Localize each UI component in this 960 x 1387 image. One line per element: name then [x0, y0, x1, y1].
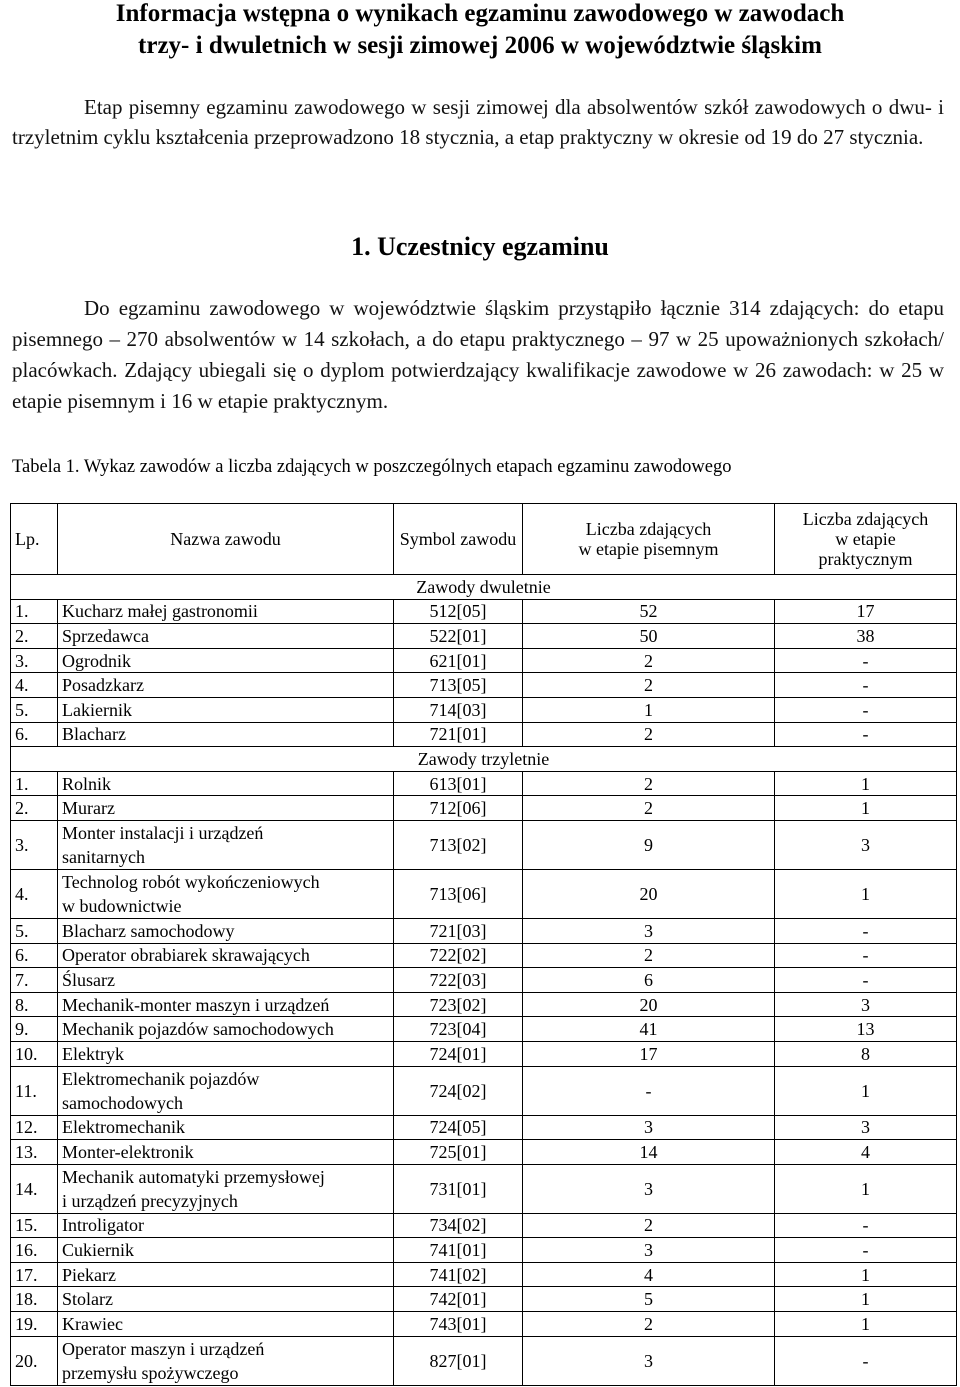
row-written-count: 4	[523, 1262, 775, 1287]
row-written-count: 1	[523, 697, 775, 722]
row-symbol: 724[05]	[394, 1115, 523, 1140]
row-lp: 8.	[11, 992, 58, 1017]
row-written-count: 3	[523, 1115, 775, 1140]
table-row	[11, 1140, 957, 1165]
row-profession-name-line: Posadzkarz	[62, 675, 144, 696]
row-practical-count: -	[775, 673, 957, 698]
row-profession-name-line: Elektromechanik	[62, 1117, 185, 1138]
row-practical-count: 17	[775, 599, 957, 624]
row-profession-name-line: samochodowych	[62, 1092, 183, 1113]
row-lp: 3.	[11, 820, 58, 869]
row-written-count: 2	[523, 648, 775, 673]
table-row	[11, 1041, 957, 1066]
row-symbol: 714[03]	[394, 697, 523, 722]
row-lp: 5.	[11, 918, 58, 943]
table-row	[11, 943, 957, 968]
row-symbol: 743[01]	[394, 1312, 523, 1337]
row-profession-name	[58, 1041, 394, 1066]
row-profession-name	[58, 1262, 394, 1287]
row-symbol: 741[01]	[394, 1238, 523, 1263]
table-row	[11, 1312, 957, 1337]
row-profession-name	[58, 673, 394, 698]
row-profession-name	[58, 648, 394, 673]
row-profession-name-line: Cukiernik	[62, 1240, 134, 1261]
header-practical-line-3: praktycznym	[818, 549, 913, 569]
row-profession-name-line: Stolarz	[62, 1289, 113, 1310]
row-profession-name-line: Mechanik pojazdów samochodowych	[62, 1019, 334, 1040]
row-practical-count: 1	[775, 869, 957, 918]
row-symbol: 741[02]	[394, 1262, 523, 1287]
row-practical-count: -	[775, 1213, 957, 1238]
table-body	[11, 575, 957, 1386]
group-label: Zawody dwuletnie	[11, 575, 957, 600]
row-lp: 17.	[11, 1262, 58, 1287]
row-written-count: 41	[523, 1017, 775, 1042]
document-title	[0, 0, 960, 62]
row-practical-count: -	[775, 968, 957, 993]
row-profession-name	[58, 624, 394, 649]
row-profession-name	[58, 1140, 394, 1165]
row-symbol: 734[02]	[394, 1213, 523, 1238]
table-row	[11, 796, 957, 821]
table-row	[11, 648, 957, 673]
row-lp: 1.	[11, 771, 58, 796]
row-profession-name-line: i urządzeń precyzyjnych	[62, 1190, 238, 1211]
table-row	[11, 1287, 957, 1312]
row-profession-name-line: w budownictwie	[62, 895, 182, 916]
header-written-line-1: Liczba zdających	[585, 519, 712, 539]
row-profession-name-line: Ślusarz	[62, 969, 115, 990]
row-profession-name	[58, 820, 394, 869]
header-lp: Lp.	[11, 504, 58, 575]
header-practical-line-1: Liczba zdających	[802, 509, 929, 529]
row-practical-count: 38	[775, 624, 957, 649]
row-profession-name	[58, 771, 394, 796]
row-practical-count: -	[775, 648, 957, 673]
row-symbol: 613[01]	[394, 771, 523, 796]
table-row	[11, 624, 957, 649]
row-written-count: 2	[523, 1312, 775, 1337]
row-practical-count: -	[775, 918, 957, 943]
row-profession-name-line: Rolnik	[62, 773, 112, 794]
row-lp: 19.	[11, 1312, 58, 1337]
row-profession-name-line: Murarz	[62, 798, 115, 819]
row-written-count: 2	[523, 796, 775, 821]
table-row	[11, 918, 957, 943]
header-practical-line-2: w etapie	[835, 529, 896, 549]
row-lp: 16.	[11, 1238, 58, 1263]
table-row	[11, 1213, 957, 1238]
row-lp: 2.	[11, 796, 58, 821]
row-written-count: 2	[523, 722, 775, 747]
row-profession-name-line: Operator obrabiarek skrawających	[62, 945, 310, 966]
row-symbol: 522[01]	[394, 624, 523, 649]
row-profession-name	[58, 796, 394, 821]
table-row	[11, 1262, 957, 1287]
row-symbol: 723[02]	[394, 992, 523, 1017]
row-lp: 6.	[11, 722, 58, 747]
row-symbol: 712[06]	[394, 796, 523, 821]
row-lp: 13.	[11, 1140, 58, 1165]
title-line-2: trzy- i dwuletnich w sesji zimowej 2006 w województwie śląskim	[138, 32, 822, 59]
row-written-count: 3	[523, 1336, 775, 1385]
row-written-count: 17	[523, 1041, 775, 1066]
row-practical-count: -	[775, 943, 957, 968]
table-row	[11, 673, 957, 698]
row-profession-name	[58, 697, 394, 722]
row-practical-count: 3	[775, 992, 957, 1017]
table-row	[11, 992, 957, 1017]
row-symbol: 713[06]	[394, 869, 523, 918]
header-name: Nazwa zawodu	[58, 504, 394, 575]
row-written-count: 3	[523, 918, 775, 943]
row-profession-name	[58, 1336, 394, 1385]
row-practical-count: 1	[775, 1262, 957, 1287]
header-written-line-2: w etapie pisemnym	[578, 539, 719, 559]
row-profession-name-line: Kucharz małej gastronomii	[62, 601, 258, 622]
row-profession-name-line: Monter-elektronik	[62, 1141, 194, 1162]
row-practical-count: 1	[775, 796, 957, 821]
row-profession-name	[58, 992, 394, 1017]
title-line-1: Informacja wstępna o wynikach egzaminu zawodowego w zawodach	[115, 0, 845, 27]
row-written-count: 3	[523, 1238, 775, 1263]
table-row	[11, 1017, 957, 1042]
row-symbol: 827[01]	[394, 1336, 523, 1385]
row-profession-name	[58, 869, 394, 918]
group-row	[11, 747, 957, 772]
row-written-count: 2	[523, 673, 775, 698]
row-written-count: 9	[523, 820, 775, 869]
table-row	[11, 771, 957, 796]
row-practical-count: -	[775, 697, 957, 722]
row-lp: 18.	[11, 1287, 58, 1312]
table-row	[11, 968, 957, 993]
row-practical-count: 3	[775, 1115, 957, 1140]
row-profession-name-line: Blacharz samochodowy	[62, 920, 235, 941]
table-row	[11, 869, 957, 918]
row-symbol: 721[03]	[394, 918, 523, 943]
row-profession-name	[58, 1287, 394, 1312]
table-row	[11, 722, 957, 747]
row-profession-name-line: Ogrodnik	[62, 650, 131, 671]
row-profession-name-line: sanitarnych	[62, 846, 145, 867]
row-symbol: 621[01]	[394, 648, 523, 673]
row-written-count: 20	[523, 992, 775, 1017]
row-lp: 6.	[11, 943, 58, 968]
row-profession-name-line: Sprzedawca	[62, 625, 149, 646]
row-profession-name-line: Operator maszyn i urządzeń	[62, 1338, 265, 1359]
row-practical-count: 3	[775, 820, 957, 869]
row-practical-count: 4	[775, 1140, 957, 1165]
header-practical	[775, 504, 957, 575]
row-profession-name-line: Introligator	[62, 1215, 144, 1236]
group-row	[11, 575, 957, 600]
table-row	[11, 1336, 957, 1385]
row-symbol: 723[04]	[394, 1017, 523, 1042]
row-written-count: 50	[523, 624, 775, 649]
row-profession-name-line: Elektryk	[62, 1043, 124, 1064]
row-practical-count: -	[775, 1336, 957, 1385]
row-symbol: 721[01]	[394, 722, 523, 747]
row-lp: 12.	[11, 1115, 58, 1140]
row-lp: 14.	[11, 1164, 58, 1213]
row-profession-name	[58, 1213, 394, 1238]
row-profession-name-line: Krawiec	[62, 1313, 123, 1334]
row-profession-name-line: Technolog robót wykończeniowych	[62, 871, 320, 892]
row-practical-count: 13	[775, 1017, 957, 1042]
row-profession-name	[58, 1066, 394, 1115]
row-lp: 2.	[11, 624, 58, 649]
row-profession-name-line: Mechanik-monter maszyn i urządzeń	[62, 994, 330, 1015]
row-symbol: 512[05]	[394, 599, 523, 624]
professions-table	[10, 503, 957, 1386]
row-lp: 4.	[11, 869, 58, 918]
row-written-count: -	[523, 1066, 775, 1115]
row-lp: 4.	[11, 673, 58, 698]
row-lp: 20.	[11, 1336, 58, 1385]
row-lp: 11.	[11, 1066, 58, 1115]
row-practical-count: 1	[775, 1164, 957, 1213]
row-written-count: 5	[523, 1287, 775, 1312]
row-written-count: 3	[523, 1164, 775, 1213]
row-lp: 15.	[11, 1213, 58, 1238]
row-profession-name-line: Mechanik automatyki przemysłowej	[62, 1166, 325, 1187]
row-profession-name	[58, 1164, 394, 1213]
group-label: Zawody trzyletnie	[11, 747, 957, 772]
table-row	[11, 599, 957, 624]
row-symbol: 724[01]	[394, 1041, 523, 1066]
row-lp: 9.	[11, 1017, 58, 1042]
table-row	[11, 1238, 957, 1263]
row-practical-count: 1	[775, 771, 957, 796]
table-row	[11, 1066, 957, 1115]
table-row	[11, 1164, 957, 1213]
row-symbol: 722[02]	[394, 943, 523, 968]
row-profession-name	[58, 968, 394, 993]
row-profession-name	[58, 1312, 394, 1337]
header-symbol: Symbol zawodu	[394, 504, 523, 575]
row-practical-count: -	[775, 1238, 957, 1263]
table-row	[11, 1115, 957, 1140]
table-caption: Tabela 1. Wykaz zawodów a liczba zdających w poszczególnych etapach egzaminu zawodowego	[12, 457, 732, 477]
row-profession-name	[58, 722, 394, 747]
section-paragraph: Do egzaminu zawodowego w województwie śląskim przystąpiło łącznie 314 zdających: do etapu pisemnego – 270 absolwentów w 14 szkołach, a do etapu praktycznego – 97 w 25 upoważnionych szkołach/ placówkach. Zdający ubiegali się o dyplom potwierdzający kwalifikacje zawodowe w 26 zawodach: w 25 w etapie pisemnym i 16 w etapie praktycznym.	[12, 296, 944, 413]
intro-paragraph: Etap pisemny egzaminu zawodowego w sesji zimowej dla absolwentów szkół zawodowych o dwu- i trzyletnim cyklu kształcenia przeprowadzono 18 stycznia, a etap praktyczny w okresie od 19 do 27 stycznia.	[12, 95, 944, 149]
row-practical-count: -	[775, 722, 957, 747]
row-lp: 5.	[11, 697, 58, 722]
row-profession-name	[58, 918, 394, 943]
row-practical-count: 8	[775, 1041, 957, 1066]
row-lp: 3.	[11, 648, 58, 673]
row-profession-name-line: Blacharz	[62, 724, 126, 745]
section-heading: 1. Uczestnicy egzaminu	[351, 232, 609, 261]
header-written	[523, 504, 775, 575]
row-lp: 10.	[11, 1041, 58, 1066]
row-lp: 1.	[11, 599, 58, 624]
row-lp: 7.	[11, 968, 58, 993]
row-symbol: 742[01]	[394, 1287, 523, 1312]
row-profession-name	[58, 599, 394, 624]
row-profession-name-line: Monter instalacji i urządzeń	[62, 822, 264, 843]
table-row	[11, 820, 957, 869]
row-written-count: 2	[523, 1213, 775, 1238]
row-profession-name-line: Lakiernik	[62, 699, 132, 720]
row-symbol: 713[05]	[394, 673, 523, 698]
row-written-count: 6	[523, 968, 775, 993]
row-written-count: 14	[523, 1140, 775, 1165]
row-practical-count: 1	[775, 1287, 957, 1312]
row-symbol: 713[02]	[394, 820, 523, 869]
row-practical-count: 1	[775, 1312, 957, 1337]
row-symbol: 722[03]	[394, 968, 523, 993]
row-profession-name-line: Elektromechanik pojazdów	[62, 1068, 260, 1089]
table-row	[11, 697, 957, 722]
row-symbol: 724[02]	[394, 1066, 523, 1115]
row-practical-count: 1	[775, 1066, 957, 1115]
table-header-row	[11, 504, 957, 575]
row-written-count: 20	[523, 869, 775, 918]
row-symbol: 731[01]	[394, 1164, 523, 1213]
row-profession-name-line: Piekarz	[62, 1264, 116, 1285]
row-written-count: 52	[523, 599, 775, 624]
row-profession-name	[58, 943, 394, 968]
row-written-count: 2	[523, 771, 775, 796]
row-profession-name	[58, 1115, 394, 1140]
row-symbol: 725[01]	[394, 1140, 523, 1165]
row-profession-name	[58, 1238, 394, 1263]
row-profession-name-line: przemysłu spożywczego	[62, 1362, 239, 1383]
row-profession-name	[58, 1017, 394, 1042]
row-written-count: 2	[523, 943, 775, 968]
